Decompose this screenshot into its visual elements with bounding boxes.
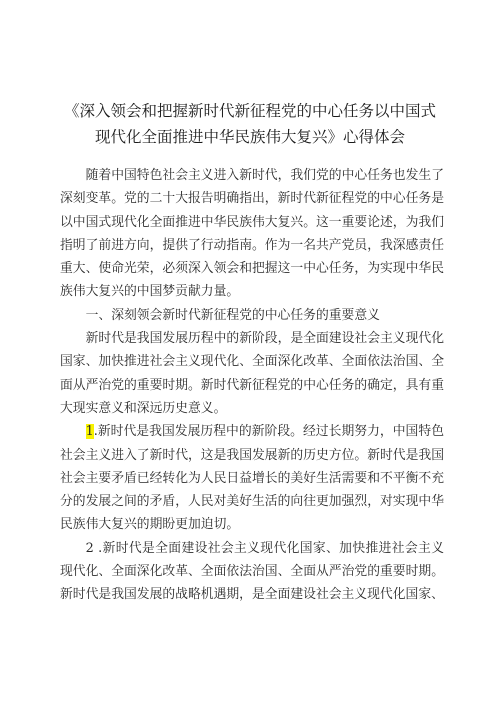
document-body [60,164,444,607]
point-1-text: .新时代是我国发展历程中的新阶段。经过长期努力，中国特色社会主义进入了新时代，这是我国发展新的历史方位。新时代是我国社会主要矛盾已经转化为人民日益增长的美好生活需要和不平衡不充分的发展之间的矛盾，人民对美好生活的向往更加强烈，对实现中华民族伟大复兴的期盼更加迫切。 [60,424,444,533]
section-heading: 一、深刻领会新时代新征程党的中心任务的重要意义 [85,307,380,323]
intro-paragraph: 随着中国特色社会主义进入新时代，我们党的中心任务也发生了深刻变革。党的二十大报告明确指出，新时代新征程党的中心任务是以中国式现代化全面推进中华民族伟大复兴。这一重要论述，为我们指明了前进方向，提供了行动指南。作为一名共产党员，我深感责任重大、使命光荣，必须深入领会和把握这一中心任务，为实现中华民族伟大复兴的中国梦贡献力量。 [60,168,444,300]
document-title [60,98,440,150]
title-line-1: 《深入领会和把握新时代新征程党的中心任务以中国式 [63,102,436,120]
section-paragraph: 新时代是我国发展历程中的新阶段，是全面建设社会主义现代化国家、加快推进社会主义现代化、全面深化改革、全面依法治国、全面从严治党的重要时期。新时代新征程党的中心任务的确定，具有重大现实意义和深远历史意义。 [60,331,444,416]
point-1-paragraph [60,420,444,536]
highlight-marker: 1 [85,424,94,440]
title-line-2: 现代化全面推进中华民族伟大复兴》心得体会 [94,128,405,146]
point-2-paragraph: 2 .新时代是全面建设社会主义现代化国家、加快推进社会主义现代化、全面深化改革、全面依法治国、全面从严治党的重要时期。新时代是我国发展的战略机遇期，是全面建设社会主义现代化国家、 [60,540,444,603]
